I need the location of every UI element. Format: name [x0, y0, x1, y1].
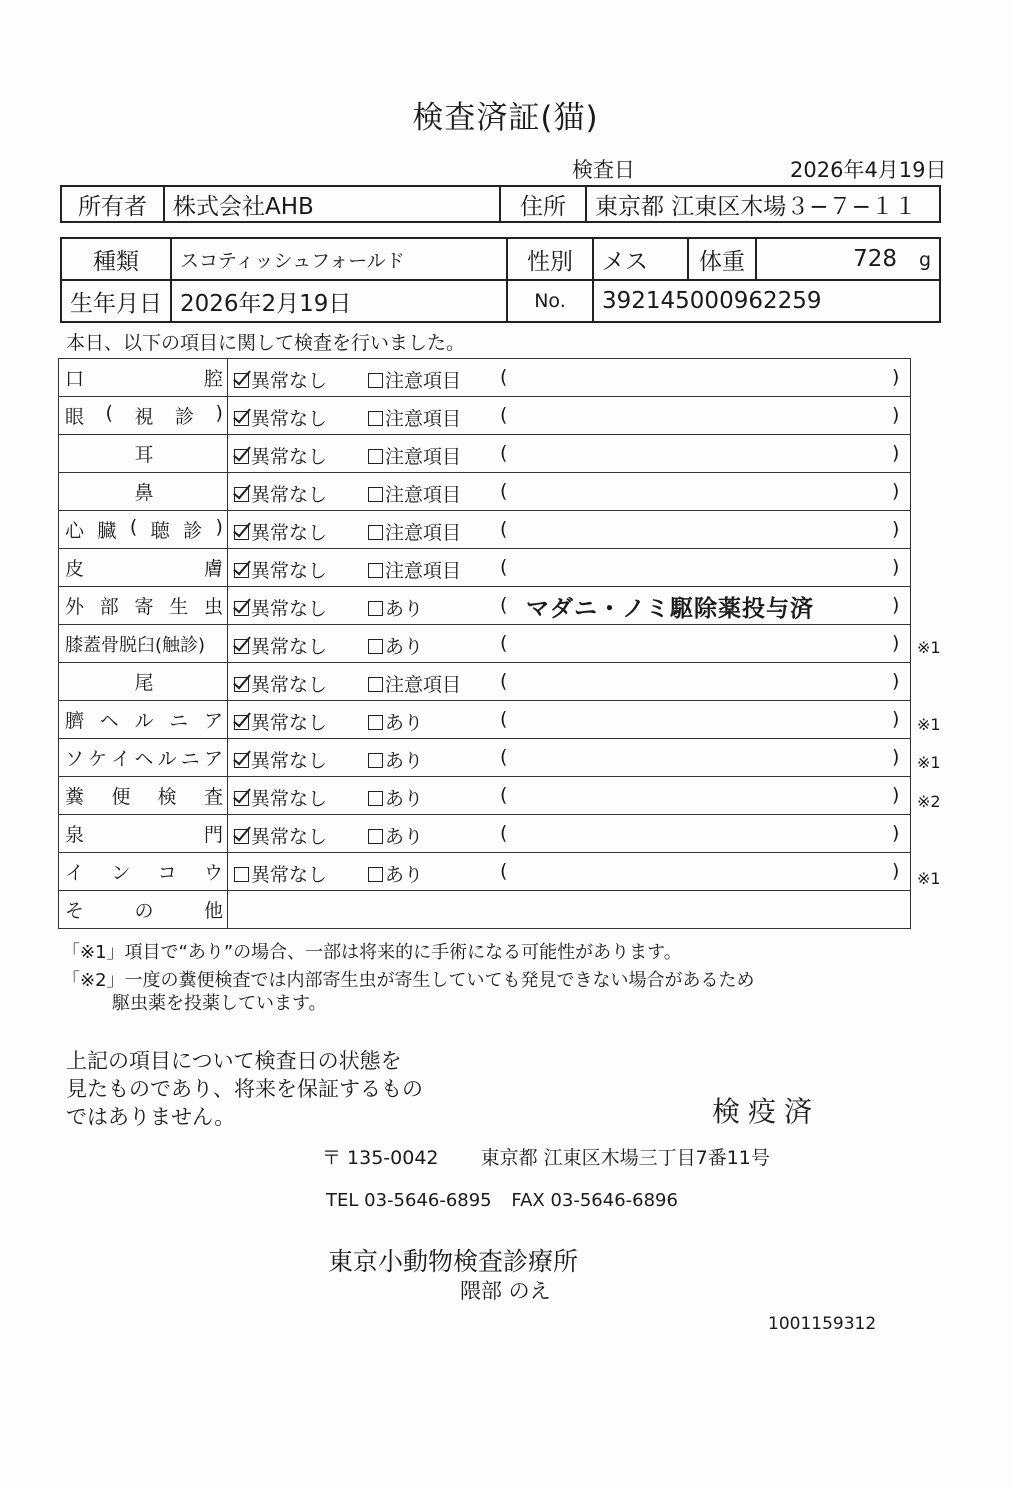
option-normal[interactable]: [234, 518, 327, 545]
item-label: [59, 587, 228, 625]
item-label-char: 診: [175, 406, 195, 428]
owner-value: 株式会社AHB: [164, 186, 500, 222]
checkbox-attention[interactable]: [368, 563, 383, 578]
paren-close: ): [892, 594, 900, 616]
address-value: 東京都 江東区木場３−７−１１: [586, 186, 940, 222]
option-attention[interactable]: [368, 860, 423, 887]
item-options: [228, 587, 911, 625]
checkbox-attention[interactable]: [368, 867, 383, 882]
option-attention-label: あり: [385, 826, 424, 848]
option-normal[interactable]: [234, 366, 327, 393]
disclaimer-line: ではありません。: [66, 1105, 236, 1129]
table-row: [59, 473, 911, 511]
paren-close: ): [892, 366, 900, 388]
footnote-2-cont: 駆虫薬を投薬しています。: [112, 993, 327, 1014]
paren-close: ): [892, 670, 900, 692]
paren-open: (: [500, 822, 508, 844]
option-attention-label: あり: [385, 598, 424, 620]
paren-open: (: [500, 518, 508, 540]
paren-open: (: [500, 784, 508, 806]
item-footnote-mark: ※1: [917, 637, 941, 657]
animal-table: [60, 237, 941, 323]
intro-text: 本日、以下の項目に関して検査を行いました。: [66, 332, 466, 354]
inspection-date: 2026年4月19日: [790, 158, 947, 182]
option-attention[interactable]: [368, 670, 461, 697]
checkbox-normal[interactable]: [234, 715, 249, 730]
weight-cell: [756, 238, 940, 280]
item-label-char: 診: [183, 520, 203, 542]
paren-close: ): [892, 632, 900, 654]
item-label-char: ): [215, 402, 223, 424]
weight-value: 728: [853, 246, 897, 272]
item-label: [59, 853, 228, 891]
quarantine-seal: 検疫済: [712, 1095, 821, 1128]
table-row: [59, 739, 911, 777]
paren-open: (: [500, 632, 508, 654]
item-label-char: ケ: [88, 748, 108, 770]
option-attention-label: あり: [385, 788, 424, 810]
clinic-name: 東京小動物検査診療所: [328, 1247, 579, 1276]
no-value: 392145000962259: [593, 280, 940, 322]
paren-close: ): [892, 518, 900, 540]
option-normal[interactable]: [234, 822, 327, 849]
option-normal[interactable]: [234, 442, 327, 469]
table-row: [59, 625, 911, 663]
option-attention[interactable]: [368, 746, 423, 773]
item-label-char: ): [215, 516, 223, 538]
option-normal-label: 異常なし: [251, 788, 328, 810]
checkbox-attention[interactable]: [368, 829, 383, 844]
item-options: [228, 701, 911, 739]
paren-close: ): [892, 442, 900, 464]
option-attention[interactable]: [368, 708, 423, 735]
item-label-char: ン: [111, 862, 131, 884]
item-label: [59, 549, 228, 587]
item-label-char: 聴: [150, 520, 170, 542]
checkbox-normal[interactable]: [234, 601, 249, 616]
item-label-char: の: [134, 900, 154, 922]
disclaimer: [66, 1047, 423, 1131]
table-row: [59, 359, 911, 397]
option-normal[interactable]: [234, 746, 327, 773]
inspection-date-label: 検査日: [572, 158, 635, 182]
item-label-char: 泉: [65, 824, 85, 846]
item-options: [228, 815, 911, 853]
item-options: [228, 511, 911, 549]
table-row: [59, 397, 911, 435]
checkbox-normal[interactable]: [234, 677, 249, 692]
weight-label: 体重: [688, 238, 756, 280]
table-row: [59, 777, 911, 815]
paren-open: (: [500, 442, 508, 464]
option-attention-label: 注意項目: [385, 522, 462, 544]
item-label-char: 虫: [203, 596, 223, 618]
footnote-1: 「※1」項目で“あり”の場合、一部は将来的に手術になる可能性があります。: [62, 942, 682, 963]
option-normal-label: 異常なし: [251, 484, 328, 506]
item-note: マダニ・ノミ駆除薬投与済: [526, 596, 814, 622]
option-attention[interactable]: [368, 822, 423, 849]
sex-value: メス: [593, 238, 688, 280]
option-normal-label: 異常なし: [251, 560, 328, 582]
weight-unit: g: [918, 249, 931, 271]
owner-label: 所有者: [61, 186, 164, 222]
item-label-char: 部: [99, 596, 119, 618]
address-label: 住所: [500, 186, 586, 222]
option-normal-label: 異常なし: [251, 864, 328, 886]
inspector-name: 隈部 のえ: [460, 1279, 551, 1303]
option-attention-label: あり: [385, 636, 424, 658]
no-label: No.: [507, 280, 593, 322]
item-label-char: 便: [111, 786, 131, 808]
item-label-char: 査: [203, 786, 223, 808]
option-attention-label: 注意項目: [385, 484, 462, 506]
item-options: [228, 549, 911, 587]
paren-open: (: [500, 480, 508, 502]
option-attention[interactable]: [368, 442, 461, 469]
item-label-char: 耳: [134, 444, 154, 466]
table-row: [59, 891, 911, 929]
item-label-char: ソ: [65, 748, 85, 770]
breed-value: スコティッシュフォールド: [171, 238, 507, 280]
item-label: [59, 359, 228, 397]
option-normal[interactable]: [234, 556, 327, 583]
item-label: [59, 777, 228, 815]
checkbox-attention[interactable]: [368, 791, 383, 806]
item-label-char: ウ: [203, 862, 223, 884]
item-footnote-mark: ※2: [917, 791, 941, 811]
option-attention[interactable]: [368, 518, 461, 545]
table-row: [59, 435, 911, 473]
item-label-char: 尾: [134, 672, 154, 694]
item-label-char: (: [129, 516, 138, 538]
item-label-char: 鼻: [134, 482, 154, 504]
birth-label: 生年月日: [61, 280, 171, 322]
checkbox-attention[interactable]: [368, 601, 383, 616]
item-label: [59, 397, 228, 435]
owner-table: [60, 185, 941, 223]
paren-close: ): [892, 556, 900, 578]
item-label: [59, 739, 228, 777]
item-label-char: ア: [203, 748, 223, 770]
item-label-char: 腔: [203, 368, 223, 390]
disclaimer-line: 上記の項目について検査日の状態を: [66, 1049, 402, 1073]
option-attention[interactable]: [368, 556, 461, 583]
option-attention[interactable]: [368, 594, 423, 621]
item-label-char: 口: [65, 368, 85, 390]
item-label-char: 皮: [65, 558, 85, 580]
item-label-char: 臓: [97, 520, 117, 542]
breed-label: 種類: [61, 238, 171, 280]
item-label: [59, 663, 228, 701]
paren-close: ): [892, 746, 900, 768]
fax: FAX 03-5646-6896: [511, 1190, 678, 1211]
table-row: [59, 853, 911, 891]
option-normal-label: 異常なし: [251, 826, 328, 848]
option-attention[interactable]: [368, 480, 461, 507]
table-row: [59, 663, 911, 701]
table-row: [59, 511, 911, 549]
item-label-char: 検: [157, 786, 177, 808]
option-normal[interactable]: [234, 784, 327, 811]
option-attention-label: 注意項目: [385, 408, 462, 430]
page-title: 検査済証(猫): [412, 100, 599, 136]
checkbox-attention[interactable]: [368, 677, 383, 692]
option-attention[interactable]: [368, 632, 423, 659]
option-attention-label: 注意項目: [385, 560, 462, 582]
item-label-char: そ: [65, 900, 85, 922]
paren-close: ): [892, 404, 900, 426]
item-footnote-mark: ※1: [917, 753, 941, 772]
birth-value: 2026年2月19日: [171, 280, 507, 322]
option-normal[interactable]: [234, 670, 327, 697]
item-label-char: ニ: [169, 710, 189, 732]
option-attention-label: 注意項目: [385, 674, 462, 696]
table-row: [59, 701, 911, 739]
checkbox-normal[interactable]: [234, 487, 249, 502]
item-label-char: ル: [134, 710, 154, 732]
checkbox-attention[interactable]: [368, 449, 383, 464]
disclaimer-line: 見たものであり、将来を保証するもの: [66, 1077, 423, 1101]
paren-open: (: [500, 670, 508, 692]
inspection-items-table: [58, 358, 911, 929]
item-label: [59, 815, 228, 853]
checkbox-attention[interactable]: [368, 753, 383, 768]
option-normal[interactable]: [234, 708, 327, 735]
option-attention[interactable]: [368, 784, 423, 811]
item-label-char: 眼: [65, 406, 85, 428]
clinic-phone: [326, 1190, 678, 1211]
item-label-char: 膝蓋骨脱臼(触診): [65, 634, 206, 656]
item-label-char: 視: [134, 406, 154, 428]
option-normal-label: 異常なし: [251, 598, 328, 620]
option-normal-label: 異常なし: [251, 408, 328, 430]
paren-close: ): [892, 480, 900, 502]
item-label-char: 他: [203, 900, 223, 922]
item-options: [228, 397, 911, 435]
paren-open: (: [500, 404, 508, 426]
option-attention-label: あり: [385, 750, 424, 772]
checkbox-attention[interactable]: [368, 487, 383, 502]
item-options: [228, 739, 911, 777]
item-label-char: イ: [65, 862, 85, 884]
option-normal-label: 異常なし: [251, 446, 328, 468]
checkbox-normal[interactable]: [234, 753, 249, 768]
option-normal-label: 異常なし: [251, 750, 328, 772]
option-normal[interactable]: [234, 480, 327, 507]
item-footnote-mark: ※1: [917, 868, 941, 888]
item-label-char: イ: [111, 748, 131, 770]
paren-open: (: [500, 594, 508, 616]
item-label-char: ニ: [180, 748, 200, 770]
item-options: [228, 663, 911, 701]
paren-open: (: [500, 366, 508, 388]
paren-open: (: [500, 746, 508, 768]
item-options: [228, 777, 911, 815]
option-normal[interactable]: [234, 594, 327, 621]
paren-close: ): [892, 822, 900, 844]
item-label-char: 膚: [203, 558, 223, 580]
tel: TEL 03-5646-6895: [326, 1190, 492, 1211]
option-normal-label: 異常なし: [251, 370, 328, 392]
paren-close: ): [892, 784, 900, 806]
paren-close: ): [892, 708, 900, 730]
clinic-address: [322, 1143, 770, 1170]
item-label: [59, 891, 228, 929]
item-options: [228, 359, 911, 397]
address-line: 東京都 江東区木場三丁目7番11号: [480, 1147, 770, 1169]
item-footnote-mark: ※1: [917, 714, 941, 734]
item-label-char: コ: [157, 862, 177, 884]
paren-open: (: [500, 708, 508, 730]
item-label-char: 寄: [134, 596, 154, 618]
checkbox-normal[interactable]: [234, 867, 249, 882]
item-label-char: 糞: [65, 786, 85, 808]
item-options: [228, 625, 911, 663]
item-label-char: 門: [203, 824, 223, 846]
item-label: [59, 473, 228, 511]
checkbox-normal[interactable]: [234, 563, 249, 578]
option-normal-label: 異常なし: [251, 522, 328, 544]
option-normal-label: 異常なし: [251, 674, 328, 696]
option-normal[interactable]: [234, 404, 327, 431]
item-label-char: 生: [169, 596, 189, 618]
item-label: [59, 435, 228, 473]
checkbox-attention[interactable]: [368, 373, 383, 388]
checkbox-normal[interactable]: [234, 791, 249, 806]
checkbox-normal[interactable]: [234, 411, 249, 426]
option-attention-label: 注意項目: [385, 446, 462, 468]
footnote-2: 「※2」一度の糞便検査では内部寄生虫が寄生していても発見できない場合があるため: [62, 970, 755, 991]
item-label-char: 外: [65, 596, 85, 618]
option-normal-label: 異常なし: [251, 712, 328, 734]
option-attention-label: あり: [385, 712, 424, 734]
checkbox-normal[interactable]: [234, 639, 249, 654]
item-options: [228, 435, 911, 473]
table-row: [59, 549, 911, 587]
item-options: [228, 853, 911, 891]
item-label-char: (: [105, 402, 113, 424]
option-normal-label: 異常なし: [251, 636, 328, 658]
checkbox-attention[interactable]: [368, 411, 383, 426]
paren-open: (: [500, 860, 508, 882]
item-label-char: ル: [157, 748, 177, 770]
paren-close: ): [892, 860, 900, 882]
item-label: [59, 701, 228, 739]
checkbox-normal[interactable]: [234, 525, 249, 540]
postal-code: 〒 135-0042: [322, 1147, 439, 1169]
checkbox-normal[interactable]: [234, 829, 249, 844]
checkbox-normal[interactable]: [234, 373, 249, 388]
item-label-char: 臍: [65, 710, 85, 732]
document-code: 1001159312: [768, 1314, 877, 1334]
table-row: [59, 815, 911, 853]
option-attention-label: 注意項目: [385, 370, 462, 392]
item-label-char: ヘ: [99, 710, 119, 732]
checkbox-attention[interactable]: [368, 525, 383, 540]
item-label-char: ア: [203, 710, 223, 732]
item-label-char: ヘ: [134, 748, 154, 770]
checkbox-normal[interactable]: [234, 449, 249, 464]
checkbox-attention[interactable]: [368, 639, 383, 654]
option-attention-label: あり: [385, 864, 424, 886]
paren-open: (: [500, 556, 508, 578]
table-row: [59, 587, 911, 625]
option-attention[interactable]: [368, 366, 461, 393]
item-label-char: 心: [65, 520, 85, 542]
item-options: [228, 473, 911, 511]
option-normal[interactable]: [234, 632, 327, 659]
other-notes[interactable]: [228, 891, 911, 929]
item-label: [59, 511, 228, 549]
option-attention[interactable]: [368, 404, 461, 431]
item-label: [59, 625, 228, 663]
checkbox-attention[interactable]: [368, 715, 383, 730]
sex-label: 性別: [507, 238, 593, 280]
option-normal[interactable]: [234, 860, 327, 887]
